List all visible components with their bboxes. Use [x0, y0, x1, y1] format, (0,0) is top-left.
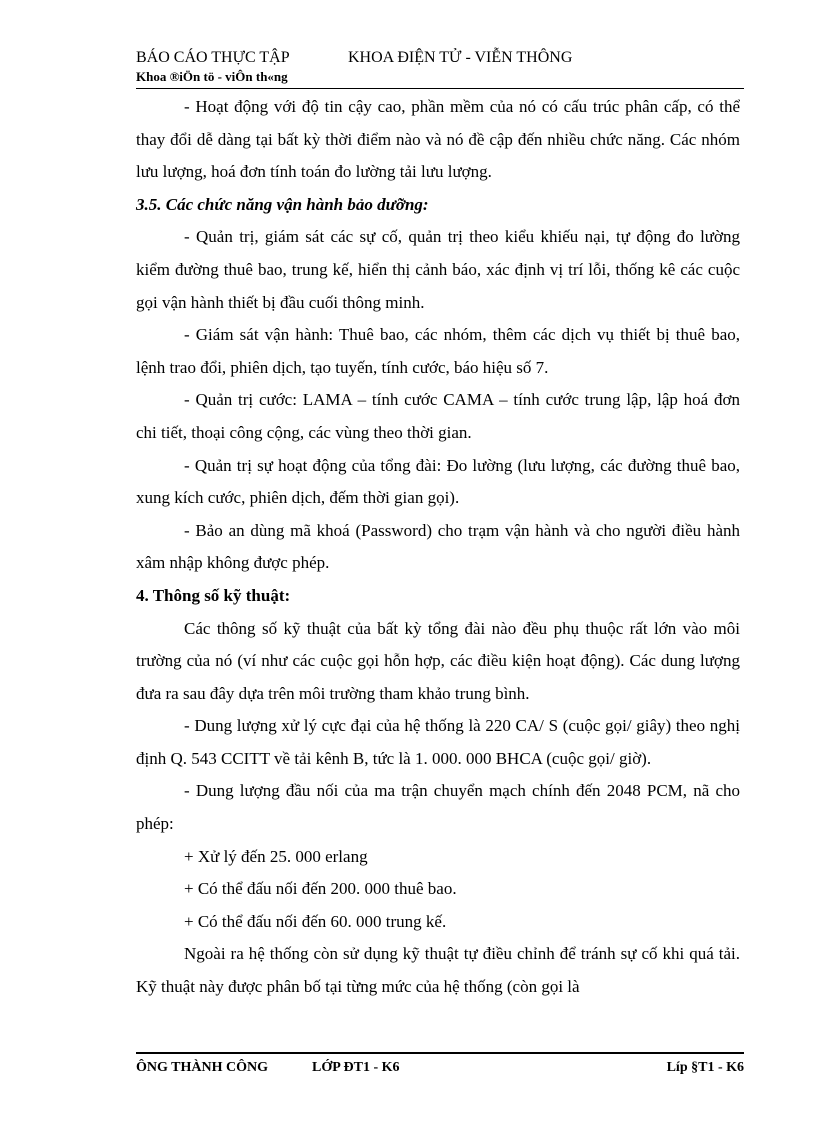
paragraph-security: - Bảo an dùng mã khoá (Password) cho trạm vận hành và cho người điều hành xâm nhập không được phép.: [136, 520, 740, 573]
header-title-line: [136, 48, 746, 68]
paragraph-billing: - Quản trị cước: LAMA – tính cước CAMA – tính cước trung lập, lập hoá đơn chi tiết, thoại công cộng, các vùng theo thời gian.: [136, 390, 740, 442]
paragraph-management: - Quản trị, giám sát các sự cố, quản trị theo kiểu khiếu nại, tự động đo lường kiểm đường thuê bao, trung kế, hiển thị cảnh báo, xác định vị trí lỗi, thống kê các cuộc gọi vận hành thiết bị đầu cuối thông minh.: [136, 227, 740, 312]
section-heading-4: 4. Thông số kỹ thuật:: [136, 585, 291, 605]
paragraph-monitoring: - Giám sát vận hành: Thuê bao, các nhóm, thêm các dịch vụ thiết bị thuê bao, lệnh trao đổi, phiên dịch, tạo tuyến, tính cước, báo hiệu số 7.: [136, 325, 740, 377]
footer-class: LỚP ĐT1 - K6: [312, 1060, 400, 1075]
paragraph-operation: - Hoạt động với độ tin cậy cao, phần mềm của nó có cấu trúc phân cấp, có thể thay đổi dễ dàng tại bất kỳ thời điểm nào và nó đề cập đến nhiều chức năng. Các nhóm lưu lượng, hoá đơn tính toán đo lường tải lưu lượng.: [136, 97, 740, 182]
page-header: [136, 48, 746, 86]
list-item-subscribers: + Có thể đấu nối đến 200. 000 thuê bao.: [184, 879, 457, 899]
header-subtitle: Khoa ®iÖn tö - viÔn th«ng: [136, 69, 288, 84]
paragraph-exchange-activity: - Quản trị sự hoạt động của tổng đài: Đo lường (lưu lượng, các đường thuê bao, xung kích cước, phiên dịch, đếm thời gian gọi).: [136, 455, 740, 508]
footer-divider: [136, 1052, 744, 1054]
header-divider: [136, 88, 744, 89]
footer-class-legacy: Líp §T1 - K6: [666, 1060, 744, 1075]
paragraph-processing-capacity: - Dung lượng xử lý cực đại của hệ thống là 220 CA/ S (cuộc gọi/ giây) theo nghị định Q. 543 CCITT về tải kênh B, tức là 1. 000. 000 BHCA (cuộc gọi/ giờ).: [136, 716, 740, 768]
list-item-trunks: + Có thể đấu nối đến 60. 000 trung kế.: [184, 911, 447, 931]
section-heading-3-5: 3.5. Các chức năng vận hành bảo dưỡng:: [136, 194, 429, 214]
paragraph-connection-capacity: - Dung lượng đầu nối của ma trận chuyển mạch chính đến 2048 PCM, nã cho phép:: [136, 781, 740, 834]
paragraph-overload-control: Ngoài ra hệ thống còn sử dụng kỹ thuật tự điều chỉnh để tránh sự cố khi quá tải. Kỹ thuật này được phân bố tại từng mức của hệ thống (còn gọi là: [136, 944, 740, 997]
list-item-erlang: + Xử lý đến 25. 000 erlang: [184, 846, 368, 866]
document-body: [136, 91, 740, 1004]
header-report-title: BÁO CÁO THỰC TẬP: [136, 49, 290, 66]
header-faculty-title: KHOA ĐIỆN TỬ - VIỄN THÔNG: [348, 49, 573, 66]
footer-author: ÔNG THÀNH CÔNG: [136, 1060, 268, 1075]
paragraph-specs-intro: Các thông số kỹ thuật của bất kỳ tổng đài nào đều phụ thuộc rất lớn vào môi trường của nó (ví như các cuộc gọi hỗn hợp, các điều kiện hoạt động). Các dung lượng đưa ra sau đây dựa trên môi trường tham khảo trung bình.: [136, 618, 740, 703]
